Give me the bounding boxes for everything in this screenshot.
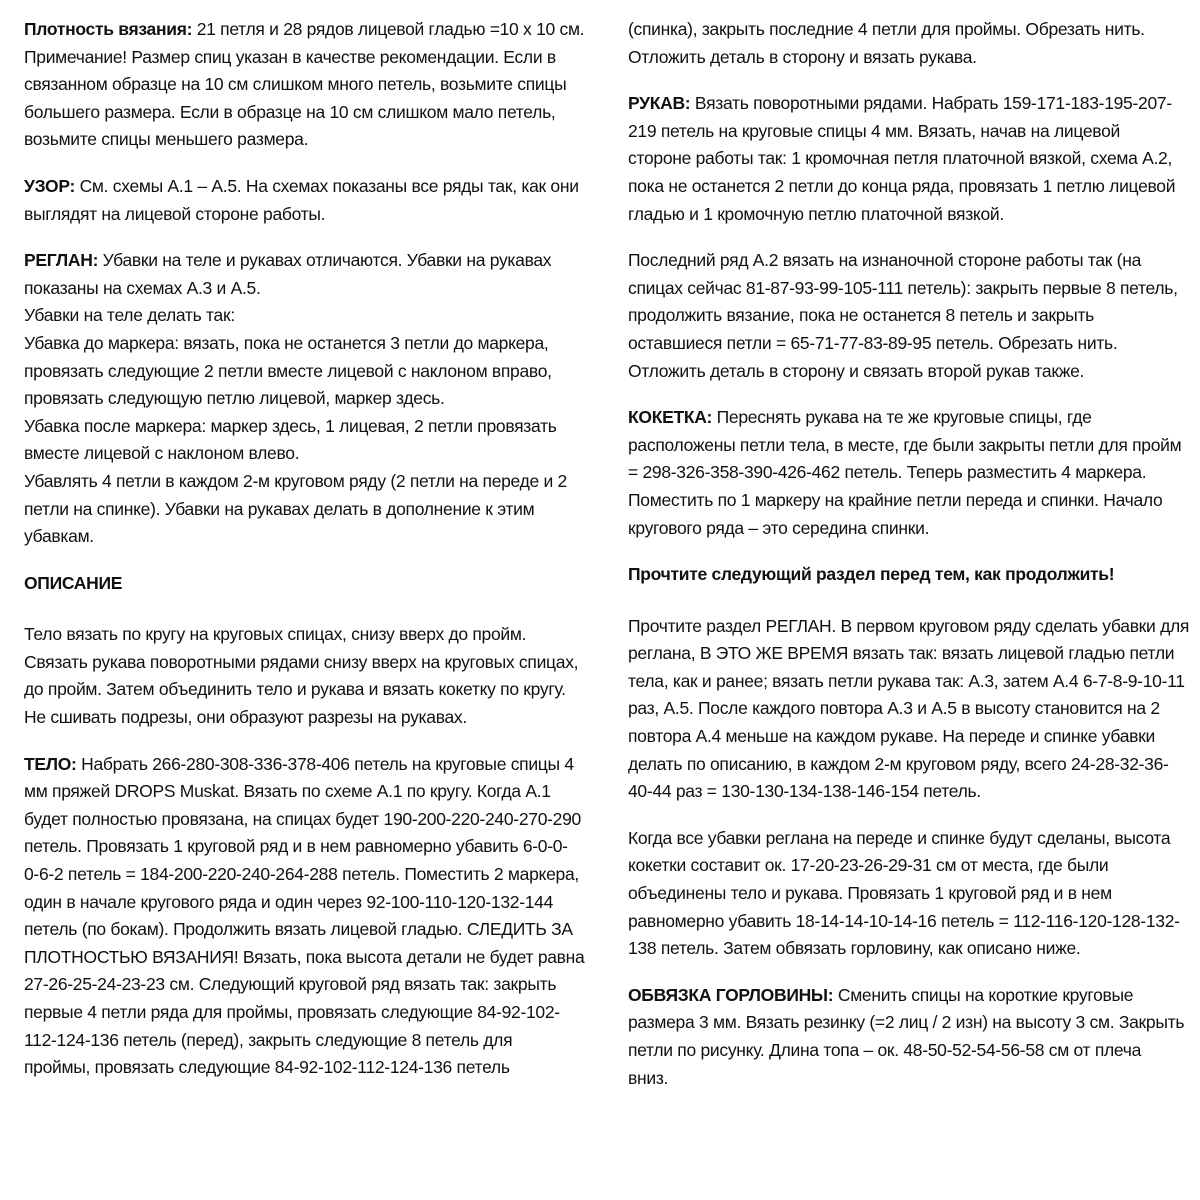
section-heading: Прочтите следующий раздел перед тем, как продолжить! xyxy=(628,564,1115,585)
line-text: Убавлять 4 петли в каждом 2-м круговом ряду (2 петли на переде и 2 xyxy=(24,470,567,491)
text-line xyxy=(628,908,1180,936)
line-text: Не сшивать подрезы, они образуют разрезы на рукавах. xyxy=(24,707,467,728)
text-line xyxy=(24,649,584,677)
text-line xyxy=(24,523,584,551)
line-text: объединены тело и рукава. Провязать 1 круговой ряд и в нем xyxy=(628,883,1112,904)
text-line xyxy=(24,861,584,889)
section-плотность-вязания xyxy=(24,16,584,154)
line-text: мм пряжей DROPS Muskat. Вязать по схеме А.1 по кругу. Когда А.1 xyxy=(24,781,551,802)
text-line xyxy=(24,806,584,834)
line-text: Тело вязать по кругу на круговых спицах, снизу вверх до пройм. xyxy=(24,624,527,645)
line-text: Отложить деталь в сторону и вязать рукава. xyxy=(628,46,977,67)
text-line xyxy=(24,413,584,441)
line-text: петель (по бокам). Продолжить вязать лицевой гладью. СЛЕДИТЬ ЗА xyxy=(24,919,573,940)
line-text: (спинка), закрыть последние 4 петли для проймы. Обрезать нить. xyxy=(628,19,1145,39)
text-line xyxy=(24,302,584,330)
line-text: расположены петли тела, в месте, где были закрыты петли для пройм xyxy=(628,434,1182,455)
text-line xyxy=(628,247,1176,275)
line-text: Сменить спицы на короткие круговые xyxy=(833,984,1134,1005)
section-тело xyxy=(24,751,584,1082)
line-text: равномерно убавить 18-14-14-10-14-16 петель = 112-116-120-128-132- xyxy=(628,910,1180,931)
line-text: продолжить вязание, пока не останется 8 петель и закрыть xyxy=(628,305,1094,326)
section-heading: ОПИСАНИЕ xyxy=(24,572,123,593)
line-text: до пройм. Затем объединить тело и рукава и вязать кокетку по кругу. xyxy=(24,679,566,700)
line-text: тела, как и ранее; вязать петли рукава так: А.3, затем А.4 6-7-8-9-10-11 xyxy=(628,670,1185,691)
section-label: РУКАВ: xyxy=(628,93,691,114)
line-text: выглядят на лицевой стороне работы. xyxy=(24,203,326,224)
line-text: будет полностью провязана, на спицах будет 190-200-220-240-270-290 xyxy=(24,808,581,829)
text-line xyxy=(628,302,1176,330)
line-text: один в начале кругового ряда и один через 92-100-110-120-132-144 xyxy=(24,891,554,912)
line-text: оставшиеся петли = 65-71-77-83-89-95 петель. Обрезать нить. xyxy=(628,332,1118,353)
text-line xyxy=(628,852,1176,880)
text-line xyxy=(24,275,584,303)
line-text: возьмите спицы меньшего размера. xyxy=(24,129,309,150)
text-line xyxy=(24,330,584,358)
line-text: Переснять рукава на те же круговые спицы, где xyxy=(712,407,1092,428)
section-label: Плотность вязания: xyxy=(24,19,193,39)
line-text: Последний ряд А.2 вязать на изнаночной стороне работы так (на xyxy=(628,250,1141,271)
line-text: Поместить по 1 маркеру на крайние петли переда и спинки. Начало xyxy=(628,489,1163,510)
section-рукав xyxy=(628,90,1176,228)
line-text: 112-124-136 петель (перед), закрыть следующие 8 петель для xyxy=(24,1029,513,1050)
text-line xyxy=(628,880,1176,908)
line-text: раз, А.5. После каждого повтора А.3 и А.5 в высоту становится на 2 xyxy=(628,698,1160,719)
line-text: реглана, В ЭТО ЖЕ ВРЕМЯ вязать так: вязать лицевой гладью петли xyxy=(628,643,1175,664)
text-line xyxy=(628,668,1185,696)
text-line xyxy=(24,71,584,99)
text-line xyxy=(628,1065,1176,1093)
right-column xyxy=(628,16,1190,1111)
paragraph xyxy=(628,825,1180,963)
line-text: петли по рисунку. Длина топа – ок. 48-50-52-54-56-58 см от плеча xyxy=(628,1040,1142,1060)
text-line xyxy=(24,676,584,704)
text-line xyxy=(628,118,1176,146)
line-text: Примечание! Размер спиц указан в качестве рекомендации. Если в xyxy=(24,46,556,67)
line-text: показаны на схемах А.3 и А.5. xyxy=(24,277,261,298)
text-line xyxy=(628,778,1176,806)
text-line xyxy=(628,44,1176,72)
text-line xyxy=(628,695,1176,723)
text-line xyxy=(24,1027,584,1055)
text-line xyxy=(628,515,1176,543)
line-text: Набрать 266-280-308-336-378-406 петель на круговые спицы 4 xyxy=(76,753,574,774)
section-label: РЕГЛАН: xyxy=(24,250,99,271)
paragraph xyxy=(628,613,1190,806)
line-text: петель. Провязать 1 круговой ряд и в нем равномерно убавить 6-0-0- xyxy=(24,836,568,857)
text-line xyxy=(24,971,584,999)
text-line xyxy=(24,468,584,496)
text-line xyxy=(24,173,584,201)
text-line xyxy=(628,90,1176,118)
line-text: ПЛОТНОСТЬЮ ВЯЗАНИЯ! Вязать, пока высота детали не будет равна xyxy=(24,946,585,967)
line-text: Убавки на теле и рукавах отличаются. Убавки на рукавах xyxy=(98,250,552,271)
line-text: первые 4 петли ряда для проймы, провязать следующие 84-92-102- xyxy=(24,1002,560,1022)
text-line xyxy=(628,1009,1185,1037)
text-line xyxy=(24,944,584,972)
text-line xyxy=(24,999,584,1027)
text-line xyxy=(628,613,1190,641)
section-label: ОБВЯЗКА ГОРЛОВИНЫ: xyxy=(628,984,834,1005)
section-кокетка xyxy=(628,404,1182,542)
line-text: петли на спинке). Убавки на рукавах делать в дополнение к этим xyxy=(24,498,535,519)
section-обвязка-горловины xyxy=(628,982,1185,1092)
line-text: 138 петель. Затем обвязать горловину, как описано ниже. xyxy=(628,938,1081,959)
line-text: кокетки составит ок. 17-20-23-26-29-31 см от места, где были xyxy=(628,855,1109,876)
text-line xyxy=(24,1054,584,1082)
section-узор xyxy=(24,173,584,228)
text-line xyxy=(628,982,1176,1010)
line-text: повтора А.4 меньше на каждом рукаве. На переде и спинке убавки xyxy=(628,726,1156,747)
line-text: вниз. xyxy=(628,1067,669,1088)
text-line xyxy=(24,833,584,861)
line-text: стороне работы так: 1 кромочная петля платочной вязкой, схема А.2, xyxy=(628,148,1173,169)
text-line xyxy=(24,916,584,944)
line-text: связанном образце на 10 см слишком много петель, возьмите спицы xyxy=(24,74,567,95)
line-text: 219 петель на круговые спицы 4 мм. Вязать, начав на лицевой xyxy=(628,120,1121,141)
text-line xyxy=(628,432,1182,460)
text-line xyxy=(628,751,1176,779)
text-line xyxy=(24,247,584,275)
text-line xyxy=(24,440,584,468)
line-text: 40-44 раз = 130-130-134-138-146-154 петель. xyxy=(628,781,981,802)
line-text: провязать следующие 2 петли вместе лицевой с наклоном вправо, xyxy=(24,360,552,381)
line-text: спицах сейчас 81-87-93-99-105-111 петель): закрыть первые 8 петель, xyxy=(628,277,1178,298)
text-line xyxy=(628,825,1176,853)
section-реглан xyxy=(24,247,584,551)
text-line xyxy=(628,640,1176,668)
text-line xyxy=(24,201,584,229)
line-text: большего размера. Если в образце на 10 см слишком мало петель, xyxy=(24,101,556,122)
text-line xyxy=(628,1037,1176,1065)
line-text: 21 петля и 28 рядов лицевой гладью =10 x 10 см. xyxy=(192,19,585,39)
line-text: делать по описанию, в каждом 2-м круговом ряду, всего 24-28-32-36- xyxy=(628,753,1169,774)
line-text: пока не останется 2 петли до конца ряда, провязать 1 петлю лицевой xyxy=(628,175,1176,196)
text-line xyxy=(628,275,1176,303)
line-text: Убавки на теле делать так: xyxy=(24,305,235,326)
text-line xyxy=(24,889,584,917)
text-line xyxy=(24,704,584,732)
text-line xyxy=(24,126,584,154)
text-line xyxy=(628,201,1176,229)
text-line xyxy=(24,751,584,779)
text-line xyxy=(628,145,1176,173)
line-text: = 298-326-358-390-426-462 петель. Теперь разместить 4 маркера. xyxy=(628,462,1147,483)
text-line xyxy=(628,16,1176,44)
line-text: Убавка после маркера: маркер здесь, 1 лицевая, 2 петли провязать xyxy=(24,415,557,436)
text-line xyxy=(628,487,1176,515)
text-line xyxy=(628,173,1176,201)
text-line xyxy=(628,358,1176,386)
paragraph xyxy=(628,16,1176,71)
line-text: Связать рукава поворотными рядами снизу вверх на круговых спицах, xyxy=(24,651,579,672)
line-text: провязать следующую петлю лицевой, маркер здесь. xyxy=(24,388,445,409)
line-text: См. схемы А.1 – А.5. На схемах показаны все ряды так, как они xyxy=(75,175,579,196)
line-text: Прочтите раздел РЕГЛАН. В первом круговом ряду сделать убавки для xyxy=(628,615,1190,636)
section-label: УЗОР: xyxy=(24,175,76,196)
text-line xyxy=(24,385,584,413)
line-text: убавкам. xyxy=(24,526,94,547)
text-line xyxy=(24,16,584,44)
line-text: проймы, провязать следующие 84-92-102-112-124-136 петель xyxy=(24,1057,510,1078)
section-label: ТЕЛО: xyxy=(24,753,77,774)
line-text: Убавка до маркера: вязать, пока не останется 3 петли до маркера, xyxy=(24,332,549,353)
section-label: КОКЕТКА: xyxy=(628,407,713,428)
text-line xyxy=(628,935,1176,963)
paragraph xyxy=(628,247,1176,385)
line-text: кругового ряда – это середина спинки. xyxy=(628,517,930,538)
line-text: 27-26-25-24-23-23 см. Следующий круговой ряд вязать так: закрыть xyxy=(24,974,557,995)
text-line xyxy=(628,723,1176,751)
text-line xyxy=(24,99,584,127)
text-line xyxy=(24,496,584,524)
text-line xyxy=(24,358,584,386)
text-line xyxy=(628,330,1176,358)
text-line xyxy=(628,459,1176,487)
text-line xyxy=(628,404,1176,432)
line-text: 0-6-2 петель = 184-200-220-240-264-288 петель. Поместить 2 маркера, xyxy=(24,864,579,885)
line-text: размера 3 мм. Вязать резинку (=2 лиц / 2 изн) на высоту 3 см. Закрыть xyxy=(628,1012,1185,1033)
text-line xyxy=(24,778,584,806)
text-line xyxy=(24,44,584,72)
line-text: вместе лицевой с наклоном влево. xyxy=(24,443,300,464)
paragraph xyxy=(24,621,584,731)
left-column xyxy=(24,16,584,1101)
line-text: гладью и 1 кромочную петлю платочной вязкой. xyxy=(628,203,1004,224)
line-text: Отложить деталь в сторону и связать второй рукав также. xyxy=(628,360,1085,381)
line-text: Вязать поворотными рядами. Набрать 159-171-183-195-207- xyxy=(690,93,1172,114)
line-text: Когда все убавки реглана на переде и спинке будут сделаны, высота xyxy=(628,827,1171,848)
text-line xyxy=(24,621,584,649)
